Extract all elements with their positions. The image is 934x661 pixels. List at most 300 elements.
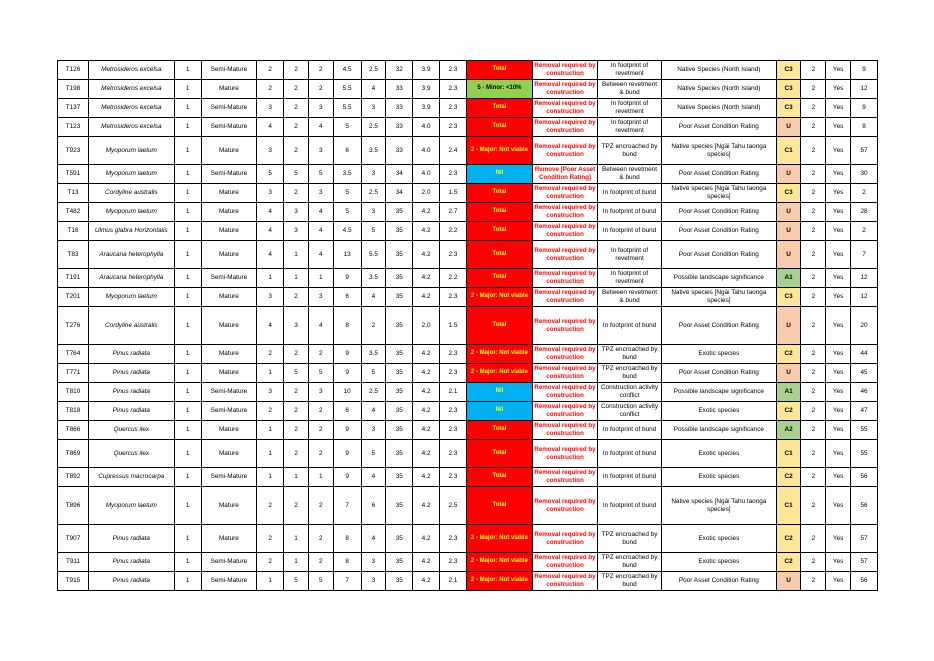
- page-ref-cell: 12: [851, 269, 878, 288]
- table-row: [58, 222, 878, 241]
- count-cell: 1: [174, 222, 201, 241]
- tree-id-cell: T123: [58, 118, 89, 137]
- reason-cell: In footprint of revetment: [598, 61, 662, 80]
- measurement-cell: 13: [333, 241, 361, 269]
- value-cell: 2: [801, 553, 826, 572]
- reason-cell: In footprint of revetment: [598, 118, 662, 137]
- page-ref-cell: 12: [851, 288, 878, 307]
- tree-id-cell: T198: [58, 80, 89, 99]
- measurement-cell: 4.2: [413, 440, 440, 468]
- score-cell: 1: [308, 468, 333, 487]
- measurement-cell: 35: [386, 269, 413, 288]
- score-cell: 4: [308, 118, 333, 137]
- tree-id-cell: T869: [58, 440, 89, 468]
- reason-cell: TPZ encroached by bund: [598, 553, 662, 572]
- measurement-cell: 35: [386, 553, 413, 572]
- value-cell: 2: [801, 288, 826, 307]
- table-row: [58, 99, 878, 118]
- impact-rating-cell: 2 - Major: Not viable: [466, 288, 532, 307]
- measurement-cell: 2.3: [440, 364, 467, 383]
- species-cell: Pinus radiata: [88, 402, 174, 421]
- score-cell: 2: [308, 345, 333, 364]
- value-cell: 2: [801, 345, 826, 364]
- page-ref-cell: 57: [851, 553, 878, 572]
- removal-action-cell: Removal required by construction: [532, 383, 597, 402]
- measurement-cell: 2.3: [440, 402, 467, 421]
- table-row: [58, 80, 878, 99]
- score-cell: 2: [257, 553, 284, 572]
- measurement-cell: 4.0: [413, 118, 440, 137]
- table-row: [58, 203, 878, 222]
- grade-cell: U: [776, 241, 801, 269]
- measurement-cell: 2.5: [361, 184, 386, 203]
- tree-id-cell: T13: [58, 184, 89, 203]
- species-cell: Cupressus macrocarpa: [88, 468, 174, 487]
- reason-cell: TPZ encroached by bund: [598, 572, 662, 591]
- measurement-cell: 4.2: [413, 525, 440, 553]
- species-cell: Araucaria heterophylla: [88, 241, 174, 269]
- measurement-cell: 35: [386, 440, 413, 468]
- grade-cell: C2: [776, 345, 801, 364]
- grade-cell: C2: [776, 553, 801, 572]
- measurement-cell: 9: [333, 440, 361, 468]
- grade-cell: A1: [776, 383, 801, 402]
- measurement-cell: 3: [361, 165, 386, 184]
- value-cell: 2: [801, 61, 826, 80]
- page-ref-cell: 30: [851, 165, 878, 184]
- yes-cell: Yes: [826, 165, 851, 184]
- score-cell: 2: [284, 487, 309, 525]
- score-cell: 2: [284, 184, 309, 203]
- species-cell: Ulmus glabra Horizontalis: [88, 222, 174, 241]
- reason-cell: In footprint of bund: [598, 487, 662, 525]
- tree-assessment-table: [57, 60, 878, 591]
- grade-cell: U: [776, 307, 801, 345]
- measurement-cell: 32: [386, 61, 413, 80]
- yes-cell: Yes: [826, 364, 851, 383]
- count-cell: 1: [174, 203, 201, 222]
- measurement-cell: 4.2: [413, 269, 440, 288]
- tree-id-cell: T276: [58, 307, 89, 345]
- age-class-cell: Semi-Mature: [201, 269, 257, 288]
- yes-cell: Yes: [826, 99, 851, 118]
- score-cell: 2: [308, 80, 333, 99]
- count-cell: 1: [174, 269, 201, 288]
- tree-id-cell: T482: [58, 203, 89, 222]
- value-cell: 2: [801, 468, 826, 487]
- tree-id-cell: T907: [58, 525, 89, 553]
- score-cell: 2: [308, 487, 333, 525]
- measurement-cell: 2.3: [440, 440, 467, 468]
- score-cell: 5: [308, 572, 333, 591]
- reason-cell: Between revetment & bund: [598, 288, 662, 307]
- yes-cell: Yes: [826, 118, 851, 137]
- score-cell: 3: [284, 222, 309, 241]
- score-cell: 2: [308, 525, 333, 553]
- reason-cell: In footprint of bund: [598, 307, 662, 345]
- score-cell: 4: [308, 203, 333, 222]
- measurement-cell: 35: [386, 307, 413, 345]
- measurement-cell: 2.0: [413, 184, 440, 203]
- measurement-cell: 2.2: [440, 269, 467, 288]
- impact-rating-cell: Total: [466, 468, 532, 487]
- measurement-cell: 4: [361, 402, 386, 421]
- age-class-cell: Mature: [201, 80, 257, 99]
- removal-action-cell: Removal required by construction: [532, 241, 597, 269]
- yes-cell: Yes: [826, 61, 851, 80]
- measurement-cell: 9: [333, 468, 361, 487]
- tree-id-cell: T915: [58, 572, 89, 591]
- value-cell: 2: [801, 440, 826, 468]
- removal-action-cell: Removal required by construction: [532, 288, 597, 307]
- reason-cell: In footprint of bund: [598, 421, 662, 440]
- measurement-cell: 2.3: [440, 80, 467, 99]
- page-ref-cell: 45: [851, 364, 878, 383]
- removal-action-cell: Removal required by construction: [532, 307, 597, 345]
- species-cell: Cordyline australis: [88, 307, 174, 345]
- removal-action-cell: Removal required by construction: [532, 345, 597, 364]
- measurement-cell: 4.2: [413, 345, 440, 364]
- removal-action-cell: Removal required by construction: [532, 468, 597, 487]
- measurement-cell: 9: [333, 345, 361, 364]
- removal-action-cell: Removal required by construction: [532, 269, 597, 288]
- measurement-cell: 2.1: [440, 572, 467, 591]
- score-cell: 1: [284, 468, 309, 487]
- measurement-cell: 4.0: [413, 165, 440, 184]
- page-ref-cell: 55: [851, 421, 878, 440]
- score-cell: 2: [284, 80, 309, 99]
- measurement-cell: 33: [386, 99, 413, 118]
- count-cell: 1: [174, 118, 201, 137]
- measurement-cell: 5: [333, 184, 361, 203]
- count-cell: 1: [174, 364, 201, 383]
- removal-action-cell: Removal required by construction: [532, 118, 597, 137]
- measurement-cell: 1.5: [440, 307, 467, 345]
- measurement-cell: 3: [361, 572, 386, 591]
- grade-cell: C1: [776, 440, 801, 468]
- yes-cell: Yes: [826, 203, 851, 222]
- score-cell: 4: [308, 222, 333, 241]
- yes-cell: Yes: [826, 307, 851, 345]
- reason-cell: In footprint of bund: [598, 184, 662, 203]
- yes-cell: Yes: [826, 241, 851, 269]
- score-cell: 5: [284, 572, 309, 591]
- significance-cell: Poor Asset Condition Rating: [662, 118, 777, 137]
- measurement-cell: 5: [361, 440, 386, 468]
- value-cell: 2: [801, 137, 826, 165]
- measurement-cell: 2: [361, 307, 386, 345]
- species-cell: Pinus radiata: [88, 383, 174, 402]
- removal-action-cell: Removal required by construction: [532, 80, 597, 99]
- table-row: [58, 383, 878, 402]
- value-cell: 2: [801, 487, 826, 525]
- value-cell: 2: [801, 99, 826, 118]
- age-class-cell: Mature: [201, 421, 257, 440]
- tree-id-cell: T911: [58, 553, 89, 572]
- table-row: [58, 487, 878, 525]
- score-cell: 3: [257, 288, 284, 307]
- measurement-cell: 4.5: [333, 61, 361, 80]
- table-row: [58, 345, 878, 364]
- reason-cell: TPZ encroached by bund: [598, 364, 662, 383]
- score-cell: 1: [257, 468, 284, 487]
- tree-id-cell: T201: [58, 288, 89, 307]
- score-cell: 3: [257, 137, 284, 165]
- grade-cell: U: [776, 203, 801, 222]
- measurement-cell: 3.5: [361, 137, 386, 165]
- measurement-cell: 4.2: [413, 487, 440, 525]
- reason-cell: TPZ encroached by bund: [598, 345, 662, 364]
- measurement-cell: 4.2: [413, 468, 440, 487]
- grade-cell: C3: [776, 61, 801, 80]
- grade-cell: U: [776, 118, 801, 137]
- measurement-cell: 5.5: [333, 99, 361, 118]
- measurement-cell: 34: [386, 184, 413, 203]
- species-cell: Pinus radiata: [88, 572, 174, 591]
- page-ref-cell: 9: [851, 99, 878, 118]
- score-cell: 3: [257, 99, 284, 118]
- count-cell: 1: [174, 288, 201, 307]
- tree-id-cell: T866: [58, 421, 89, 440]
- significance-cell: Native species [Ngāi Tahu taonga species]: [662, 487, 777, 525]
- measurement-cell: 5: [333, 118, 361, 137]
- yes-cell: Yes: [826, 345, 851, 364]
- measurement-cell: 3: [361, 203, 386, 222]
- age-class-cell: Mature: [201, 525, 257, 553]
- table-row: [58, 288, 878, 307]
- removal-action-cell: Removal required by construction: [532, 137, 597, 165]
- score-cell: 2: [257, 80, 284, 99]
- score-cell: 3: [308, 288, 333, 307]
- score-cell: 3: [308, 383, 333, 402]
- impact-rating-cell: Total: [466, 99, 532, 118]
- impact-rating-cell: Total: [466, 241, 532, 269]
- age-class-cell: Mature: [201, 241, 257, 269]
- measurement-cell: 10: [333, 383, 361, 402]
- removal-action-cell: Removal required by construction: [532, 402, 597, 421]
- removal-action-cell: Removal required by construction: [532, 184, 597, 203]
- value-cell: 2: [801, 222, 826, 241]
- table-row: [58, 402, 878, 421]
- value-cell: 2: [801, 525, 826, 553]
- age-class-cell: Mature: [201, 345, 257, 364]
- measurement-cell: 4.2: [413, 222, 440, 241]
- page-ref-cell: 55: [851, 440, 878, 468]
- table-row: [58, 468, 878, 487]
- score-cell: 3: [284, 307, 309, 345]
- yes-cell: Yes: [826, 440, 851, 468]
- tree-id-cell: T764: [58, 345, 89, 364]
- measurement-cell: 4: [361, 288, 386, 307]
- age-class-cell: Mature: [201, 288, 257, 307]
- measurement-cell: 35: [386, 383, 413, 402]
- score-cell: 4: [257, 203, 284, 222]
- measurement-cell: 6: [333, 137, 361, 165]
- page-ref-cell: 44: [851, 345, 878, 364]
- page-ref-cell: 47: [851, 402, 878, 421]
- measurement-cell: 2.3: [440, 288, 467, 307]
- significance-cell: Possible landscape significance: [662, 269, 777, 288]
- measurement-cell: 5: [361, 222, 386, 241]
- age-class-cell: Mature: [201, 440, 257, 468]
- page-ref-cell: 20: [851, 307, 878, 345]
- measurement-cell: 2.2: [440, 222, 467, 241]
- measurement-cell: 4.2: [413, 241, 440, 269]
- reason-cell: In footprint of revetment: [598, 241, 662, 269]
- score-cell: 4: [257, 241, 284, 269]
- page-ref-cell: 56: [851, 572, 878, 591]
- tree-id-cell: T137: [58, 99, 89, 118]
- yes-cell: Yes: [826, 572, 851, 591]
- measurement-cell: 3: [361, 553, 386, 572]
- significance-cell: Possible landscape significance: [662, 421, 777, 440]
- measurement-cell: 35: [386, 364, 413, 383]
- significance-cell: Poor Asset Condition Rating: [662, 307, 777, 345]
- measurement-cell: 3.9: [413, 61, 440, 80]
- page-ref-cell: 57: [851, 137, 878, 165]
- page-ref-cell: 56: [851, 487, 878, 525]
- score-cell: 5: [284, 165, 309, 184]
- count-cell: 1: [174, 468, 201, 487]
- measurement-cell: 35: [386, 288, 413, 307]
- significance-cell: Poor Asset Condition Rating: [662, 203, 777, 222]
- measurement-cell: 2.3: [440, 421, 467, 440]
- tree-id-cell: T591: [58, 165, 89, 184]
- measurement-cell: 2.5: [361, 118, 386, 137]
- impact-rating-cell: 2 - Major: Not viable: [466, 137, 532, 165]
- score-cell: 4: [257, 222, 284, 241]
- species-cell: Myoporum laetum: [88, 288, 174, 307]
- reason-cell: Between revetment & bund: [598, 165, 662, 184]
- age-class-cell: Semi-Mature: [201, 165, 257, 184]
- reason-cell: In footprint of revetment: [598, 269, 662, 288]
- score-cell: 2: [257, 487, 284, 525]
- measurement-cell: 2.3: [440, 118, 467, 137]
- impact-rating-cell: Total: [466, 440, 532, 468]
- impact-rating-cell: 2 - Major: Not viable: [466, 364, 532, 383]
- score-cell: 2: [257, 345, 284, 364]
- significance-cell: Exotic species: [662, 345, 777, 364]
- measurement-cell: 2.3: [440, 61, 467, 80]
- removal-action-cell: Removal required by construction: [532, 487, 597, 525]
- measurement-cell: 3.5: [361, 269, 386, 288]
- table-row: [58, 61, 878, 80]
- significance-cell: Exotic species: [662, 468, 777, 487]
- measurement-cell: 5.5: [333, 80, 361, 99]
- measurement-cell: 35: [386, 241, 413, 269]
- measurement-cell: 2.1: [440, 383, 467, 402]
- grade-cell: C2: [776, 468, 801, 487]
- grade-cell: C1: [776, 137, 801, 165]
- value-cell: 2: [801, 184, 826, 203]
- score-cell: 4: [308, 241, 333, 269]
- reason-cell: In footprint of bund: [598, 468, 662, 487]
- significance-cell: Poor Asset Condition Rating: [662, 572, 777, 591]
- significance-cell: Native species [Ngāi Tahu taonga species]: [662, 288, 777, 307]
- measurement-cell: 4.2: [413, 572, 440, 591]
- count-cell: 1: [174, 99, 201, 118]
- yes-cell: Yes: [826, 383, 851, 402]
- measurement-cell: 9: [333, 269, 361, 288]
- species-cell: Myoporum laetum: [88, 487, 174, 525]
- count-cell: 1: [174, 421, 201, 440]
- score-cell: 1: [257, 421, 284, 440]
- measurement-cell: 8: [333, 553, 361, 572]
- significance-cell: Poor Asset Condition Rating: [662, 241, 777, 269]
- score-cell: 1: [257, 364, 284, 383]
- measurement-cell: 4.2: [413, 288, 440, 307]
- score-cell: 2: [284, 61, 309, 80]
- age-class-cell: Semi-Mature: [201, 383, 257, 402]
- removal-action-cell: Removal required by construction: [532, 553, 597, 572]
- significance-cell: Native species [Ngāi Tahu taonga species]: [662, 137, 777, 165]
- age-class-cell: Semi-Mature: [201, 61, 257, 80]
- significance-cell: Exotic species: [662, 525, 777, 553]
- grade-cell: C3: [776, 80, 801, 99]
- removal-action-cell: Remove [Poor Asset Condition Rating]: [532, 165, 597, 184]
- table-row: [58, 421, 878, 440]
- impact-rating-cell: Total: [466, 61, 532, 80]
- score-cell: 1: [257, 440, 284, 468]
- count-cell: 1: [174, 241, 201, 269]
- score-cell: 2: [308, 402, 333, 421]
- grade-cell: U: [776, 165, 801, 184]
- score-cell: 4: [308, 307, 333, 345]
- measurement-cell: 35: [386, 203, 413, 222]
- measurement-cell: 2.3: [440, 525, 467, 553]
- measurement-cell: 3.9: [413, 80, 440, 99]
- impact-rating-cell: 2 - Major: Not viable: [466, 553, 532, 572]
- age-class-cell: Semi-Mature: [201, 468, 257, 487]
- species-cell: Cordyline australis: [88, 184, 174, 203]
- impact-rating-cell: Nil: [466, 402, 532, 421]
- yes-cell: Yes: [826, 421, 851, 440]
- species-cell: Pinus radiata: [88, 364, 174, 383]
- significance-cell: Native Species (North Island): [662, 80, 777, 99]
- measurement-cell: 9: [333, 421, 361, 440]
- count-cell: 1: [174, 184, 201, 203]
- value-cell: 2: [801, 80, 826, 99]
- grade-cell: U: [776, 364, 801, 383]
- age-class-cell: Semi-Mature: [201, 572, 257, 591]
- count-cell: 1: [174, 137, 201, 165]
- score-cell: 2: [284, 288, 309, 307]
- count-cell: 1: [174, 383, 201, 402]
- table-row: [58, 184, 878, 203]
- score-cell: 2: [308, 553, 333, 572]
- count-cell: 1: [174, 345, 201, 364]
- value-cell: 2: [801, 241, 826, 269]
- grade-cell: C3: [776, 184, 801, 203]
- value-cell: 2: [801, 421, 826, 440]
- yes-cell: Yes: [826, 525, 851, 553]
- measurement-cell: 4.2: [413, 402, 440, 421]
- table-row: [58, 525, 878, 553]
- score-cell: 1: [284, 553, 309, 572]
- removal-action-cell: Removal required by construction: [532, 222, 597, 241]
- measurement-cell: 3.5: [361, 345, 386, 364]
- count-cell: 1: [174, 165, 201, 184]
- measurement-cell: 9: [333, 364, 361, 383]
- table-row: [58, 307, 878, 345]
- measurement-cell: 7: [333, 487, 361, 525]
- removal-action-cell: Removal required by construction: [532, 525, 597, 553]
- yes-cell: Yes: [826, 222, 851, 241]
- measurement-cell: 7: [333, 572, 361, 591]
- measurement-cell: 2.5: [361, 383, 386, 402]
- age-class-cell: Mature: [201, 203, 257, 222]
- table-row: [58, 165, 878, 184]
